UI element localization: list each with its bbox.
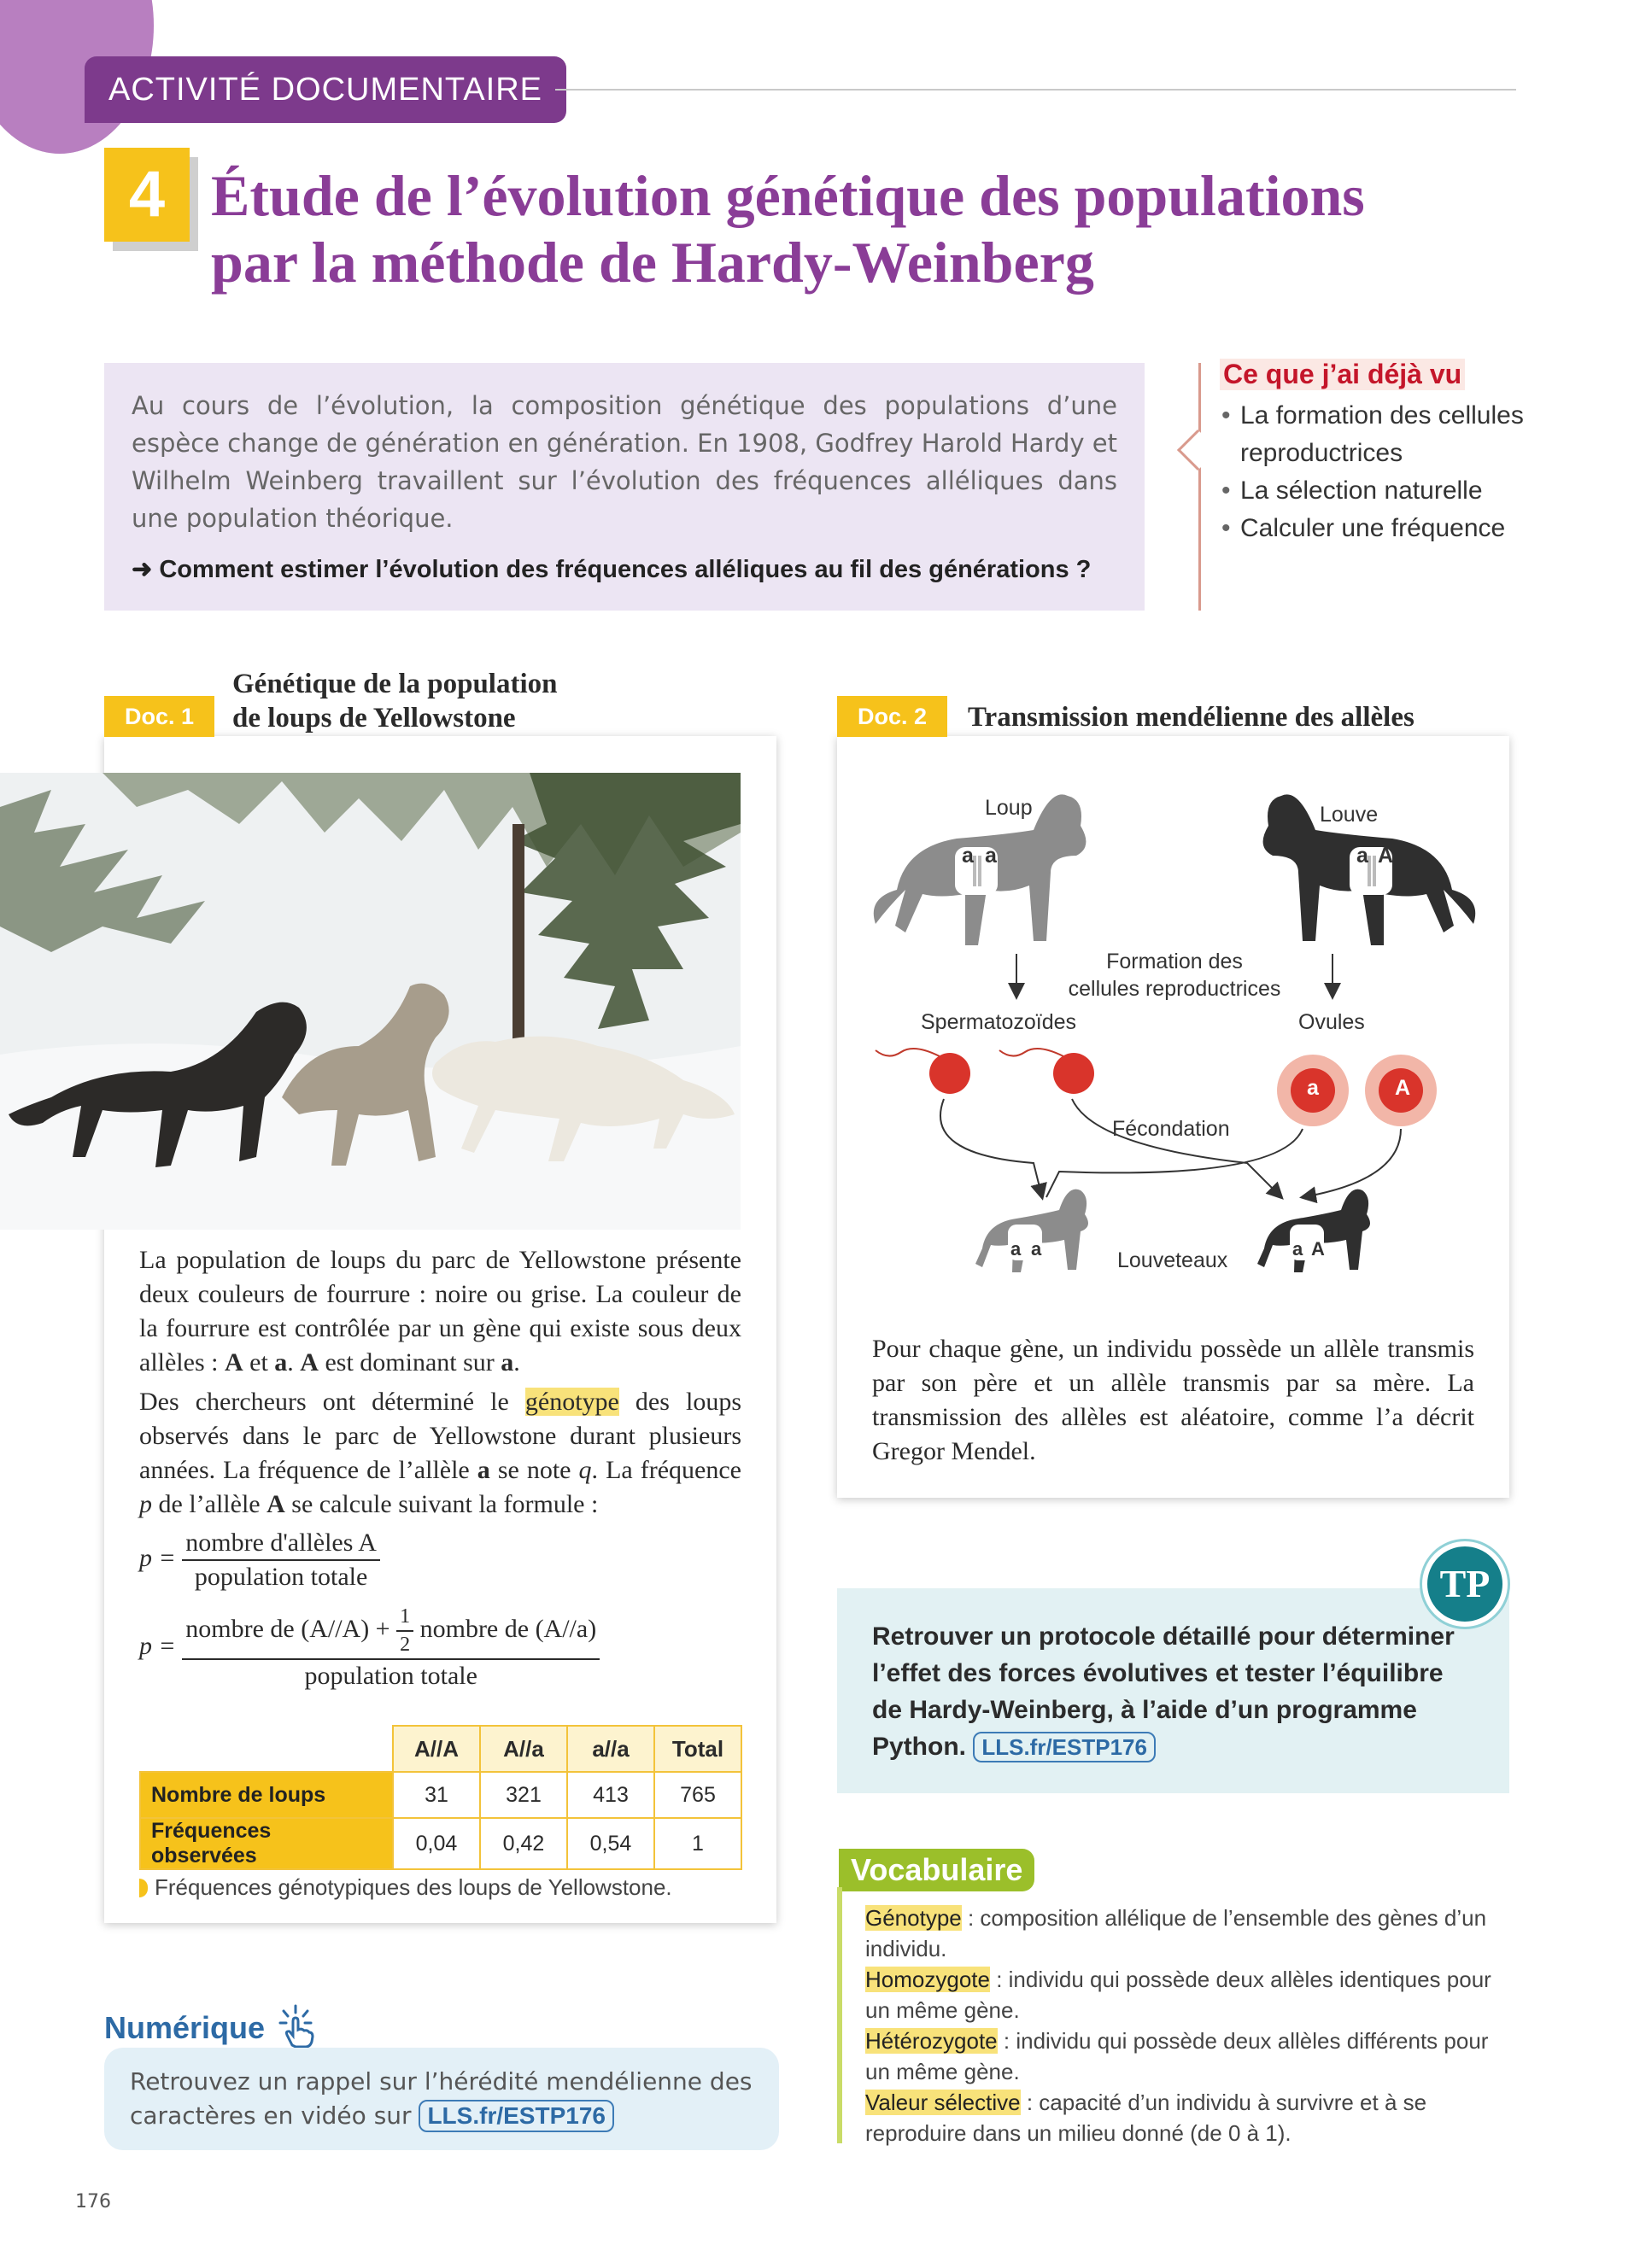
numerique-link[interactable]: LLS.fr/ESTP176 xyxy=(419,2100,614,2132)
table-corner xyxy=(140,1726,393,1772)
vocab-term-genotype: génotype xyxy=(524,1388,619,1416)
page-title xyxy=(211,162,1450,295)
doc1-p2-text: se calcule suivant la formule : xyxy=(284,1490,599,1518)
table-header-row xyxy=(140,1726,741,1772)
allele-a: a xyxy=(477,1456,490,1484)
table-cell: 413 xyxy=(567,1772,654,1818)
vocabulaire-bar xyxy=(837,1887,842,2143)
half-numerator: 1 xyxy=(396,1605,413,1632)
doc1-paragraph-2 xyxy=(139,1385,741,1522)
already-seen-list xyxy=(1220,397,1527,547)
vocab-definition: : individu qui possède deux allèles différents pour un même gène. xyxy=(865,2028,1489,2084)
vocab-entry xyxy=(865,1964,1514,2025)
allele-label: a xyxy=(1307,1076,1319,1100)
label-formation-line-1: Formation des xyxy=(1106,950,1243,973)
formula-2 xyxy=(139,1605,600,1691)
allele-label: a xyxy=(952,1086,964,1110)
doc1-p2-text: se note xyxy=(489,1456,579,1484)
allele-label: a xyxy=(1010,1238,1022,1260)
header-rule xyxy=(555,89,1516,91)
label-ovules: Ovules xyxy=(1298,1010,1365,1034)
formula-2-denominator: population totale xyxy=(304,1662,477,1690)
page-number: 176 xyxy=(75,2191,111,2212)
allele-a: a xyxy=(274,1348,288,1377)
label-formation-line-2: cellules reproductrices xyxy=(1068,977,1281,1001)
symbol-q: q xyxy=(578,1456,592,1484)
label-spermatozoides: Spermatozoïdes xyxy=(921,1010,1077,1034)
wolves-photo xyxy=(0,773,741,1230)
allele-label: A xyxy=(1395,1076,1411,1100)
vocab-term: Génotype xyxy=(865,1905,962,1931)
doc1-title-line-1: Génétique de la population xyxy=(232,669,558,699)
table-cell: 1 xyxy=(654,1818,741,1869)
allele-label: A xyxy=(1378,844,1394,868)
formula-1 xyxy=(139,1529,380,1592)
formula-2-lhs: p = xyxy=(139,1631,176,1660)
tap-hand-icon xyxy=(273,2002,321,2050)
allele-a: a xyxy=(501,1348,514,1377)
vocab-term: Hétérozygote xyxy=(865,2028,998,2054)
table-cell: 765 xyxy=(654,1772,741,1818)
already-seen-item: • Calculer une fréquence xyxy=(1220,510,1527,547)
numerique-box xyxy=(104,2048,779,2150)
seen-divider xyxy=(1198,363,1201,611)
doc2-tab: Doc. 2 xyxy=(837,696,947,737)
activity-number: 4 xyxy=(104,148,190,242)
formula-2-fraction xyxy=(182,1605,600,1691)
vocab-term: Valeur sélective xyxy=(865,2090,1021,2115)
intro-text: Au cours de l’évolution, la composition génétique des populations d’une espèce change de génération en génération. En 1908, Godfrey Harold Hardy et Wilhelm Weinberg travaillent sur l’évolution des fréquences alléliques dans une population théorique. xyxy=(132,391,1117,533)
allele-A: A xyxy=(266,1490,285,1518)
doc2-title: Transmission mendélienne des allèles xyxy=(968,702,1414,733)
table-cell: 31 xyxy=(393,1772,480,1818)
allele-label: a xyxy=(985,844,997,868)
doc1-p2-text: . La fréquence xyxy=(591,1456,741,1484)
sperm-cell xyxy=(876,1049,940,1056)
table-header: A//a xyxy=(480,1726,567,1772)
table-cell: 0,04 xyxy=(393,1818,480,1869)
table-cell: 321 xyxy=(480,1772,567,1818)
vocab-definition: : individu qui possède deux allèles identiques pour un même gène. xyxy=(865,1967,1491,2023)
doc1-p2-text: Des chercheurs ont déterminé le xyxy=(139,1388,525,1416)
doc1-title xyxy=(232,667,557,735)
table-cell: 0,54 xyxy=(567,1818,654,1869)
doc1-tab: Doc. 1 xyxy=(104,696,214,737)
genotype-table xyxy=(139,1725,742,1870)
wolves-illustration xyxy=(0,773,741,1230)
doc1-title-line-2: de loups de Yellowstone xyxy=(232,703,516,734)
numerique-text: Retrouvez un rappel sur l’hérédité mendélienne des caractères en vidéo sur xyxy=(130,2067,753,2130)
formula-2-numerator xyxy=(182,1605,600,1660)
intro-box xyxy=(104,363,1145,611)
title-line-2: par la méthode de Hardy-Weinberg xyxy=(211,230,1094,295)
formula-1-fraction xyxy=(182,1529,380,1592)
doc1-p1-text: . xyxy=(287,1348,301,1377)
label-louve: Louve xyxy=(1320,803,1379,827)
label-fecondation: Fécondation xyxy=(1112,1117,1230,1141)
formula-2-numerator-b: nombre de (A//a) xyxy=(419,1614,597,1643)
seen-divider-notch xyxy=(1177,430,1218,471)
already-seen-panel xyxy=(1220,359,1527,547)
title-line-1: Étude de l’évolution génétique des populations xyxy=(211,163,1365,228)
intro-question: ➜ Comment estimer l’évolution des fréquences alléliques au fil des générations ? xyxy=(132,556,1092,583)
allele-label: a xyxy=(1356,844,1368,868)
doc1-p2-text: de l’allèle xyxy=(152,1490,267,1518)
formula-2-half xyxy=(396,1605,413,1657)
activity-label: ACTIVITÉ DOCUMENTAIRE xyxy=(85,56,566,123)
already-seen-item: • La formation des cellules reproductrices xyxy=(1220,397,1527,472)
vocab-entry xyxy=(865,1903,1514,1964)
caption-marker xyxy=(139,1879,148,1897)
tp-badge: TP xyxy=(1422,1541,1508,1627)
table-cell: 0,42 xyxy=(480,1818,567,1869)
tp-link[interactable]: LLS.fr/ESTP176 xyxy=(973,1732,1156,1762)
table-row xyxy=(140,1818,741,1869)
table-row-label: Fréquences observées xyxy=(140,1818,393,1869)
label-loup: Loup xyxy=(985,796,1033,820)
allele-label: A xyxy=(1311,1238,1325,1260)
table-row xyxy=(140,1772,741,1818)
vocab-term: Homozygote xyxy=(865,1967,990,1992)
formula-1-denominator: population totale xyxy=(194,1563,368,1591)
sperm-cell xyxy=(999,1049,1063,1056)
vocab-definition: : capacité d’un individu à survivre et à se reproduire dans un milieu donné (de 0 à 1). xyxy=(865,2090,1427,2146)
label-louveteaux: Louveteaux xyxy=(1117,1248,1228,1272)
vocab-definition: : composition allélique de l’ensemble des gènes d’un individu. xyxy=(865,1905,1487,1961)
vocabulaire-title: Vocabulaire xyxy=(839,1849,1034,1891)
allele-label: a xyxy=(962,844,974,868)
already-seen-item: • La sélection naturelle xyxy=(1220,472,1527,510)
formula-1-lhs: p = xyxy=(139,1543,176,1572)
vocab-entry xyxy=(865,2087,1514,2148)
table-caption-text: Fréquences génotypiques des loups de Yellowstone. xyxy=(155,1874,672,1900)
symbol-p: p xyxy=(139,1490,152,1518)
half-denominator: 2 xyxy=(400,1634,411,1656)
tp-text xyxy=(872,1618,1470,1765)
formula-2-numerator-a: nombre de (A//A) + xyxy=(185,1614,390,1643)
numerique-title xyxy=(104,2002,321,2050)
numerique-title-text: Numérique xyxy=(104,2010,266,2045)
doc1-paragraph-1 xyxy=(139,1243,741,1380)
vocab-entry xyxy=(865,2025,1514,2087)
doc1-p1-text: et xyxy=(243,1348,275,1377)
doc1-p1-text: La population de loups du parc de Yellowstone présente deux couleurs de fourrure : noire ou grise. La couleur de la fourrure est contrôlée par un gène qui existe sous deux allèles : xyxy=(139,1246,741,1377)
doc1-p1-text: . xyxy=(513,1348,520,1377)
table-header: Total xyxy=(654,1726,741,1772)
vocabulaire-list xyxy=(865,1903,1514,2148)
table-caption xyxy=(139,1874,672,1901)
allele-label: a xyxy=(1076,1086,1088,1110)
allele-A: A xyxy=(224,1348,243,1377)
table-row-label: Nombre de loups xyxy=(140,1772,393,1818)
doc1-p1-text: est dominant sur xyxy=(318,1348,501,1377)
tp-text-body: Retrouver un protocole détaillé pour déterminer l’effet des forces évolutives et tester l’équilibre de Hardy-Weinberg, à l’aide d’un programme Python. xyxy=(872,1622,1455,1761)
already-seen-title: Ce que j’ai déjà vu xyxy=(1220,359,1465,390)
table-header: a//a xyxy=(567,1726,654,1772)
table-header: A//A xyxy=(393,1726,480,1772)
doc2-text: Pour chaque gène, un individu possède un allèle transmis par son père et un allèle transmis par sa mère. La transmission des allèles est aléatoire, comme l’a décrit Gregor Mendel. xyxy=(872,1335,1474,1465)
allele-label: a xyxy=(1292,1238,1303,1260)
doc1-text xyxy=(139,1243,741,1522)
label-formation xyxy=(1059,948,1290,1002)
doc1-p2-text: des loups observés dans le parc de Yellowstone durant plusieurs années. La fréquence de l’allèle xyxy=(139,1388,742,1484)
formula-1-numerator: nombre d'allèles A xyxy=(182,1529,380,1561)
allele-label: a xyxy=(1031,1238,1042,1260)
allele-A: A xyxy=(300,1348,319,1377)
